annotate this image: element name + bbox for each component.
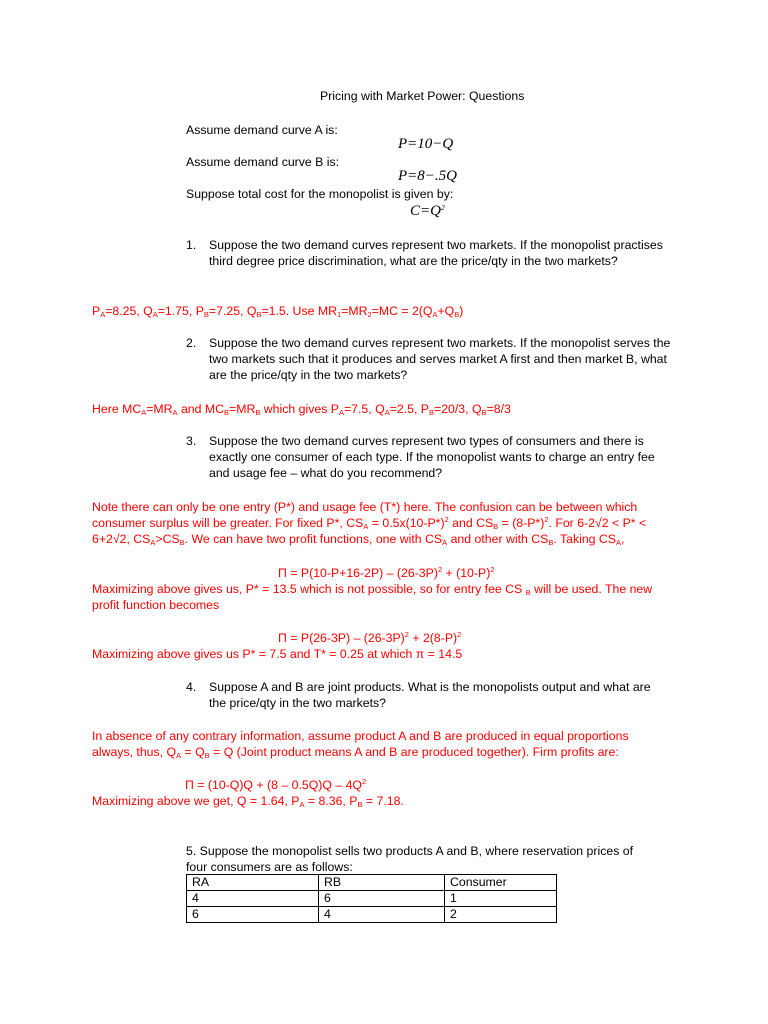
- answer-4-line-3: Maximizing above we get, Q = 1.64, $P_A = 8.36$, $P_B = 7.18$.: [92, 794, 404, 809]
- answer-3-equation-1: $\Pi = P(10-P+16-2P) - (26-3P)^2 + (10-P)^2$: [278, 565, 495, 580]
- answer-4-line-1: In absence of any contrary information, assume product A and B are produced in equal proportions: [92, 729, 629, 743]
- table-cell: 1: [445, 891, 557, 907]
- table-cell: 6: [319, 891, 445, 907]
- equation-cost: [410, 203, 445, 220]
- assume-demand-b: Assume demand curve B is:: [186, 155, 340, 169]
- cost-intro: Suppose total cost for the monopolist is given by:: [186, 187, 454, 201]
- answer-3-line-1: Note there can only be one entry (P*) and usage fee (T*) here. The confusion can be between which: [92, 500, 638, 514]
- equation-cost-exponent: 2: [440, 203, 445, 212]
- question-2-number: 2.: [186, 336, 197, 350]
- answer-3-line-6: Maximizing above gives us P* = 7.5 and T* = 0.25 at which π = 14.5: [92, 647, 463, 661]
- table-header-row: [187, 875, 557, 891]
- table-header-cell: RA: [187, 875, 319, 891]
- reservation-price-table: [186, 874, 557, 923]
- equation-demand-a: P=10−Q: [398, 136, 454, 152]
- question-3-text: Suppose the two demand curves represent two types of consumers and there is exactly one consumer of each type. If the monopolist wants to charge an entry fee and usage fee – what do you recommend?: [209, 434, 655, 480]
- page-title: Pricing with Market Power: Questions: [320, 89, 525, 103]
- answer-3-line-3: 6+2√2, $CS_A>CS_B$. We can have two profit functions, one with $CS_A$ and other with $CS_B$. Taking $CS_A$,: [92, 532, 625, 547]
- table-header-cell: Consumer: [445, 875, 557, 891]
- question-1-text: Suppose the two demand curves represent two markets. If the monopolist practises third degree price discrimination, what are the price/qty in the two markets?: [209, 238, 663, 268]
- answer-3-line-2: consumer surplus will be greater. For fixed P*, $CS_A = 0.5x(10-P*)^2$ and $CS_B = (8-P*)^2$. For 6-2√2 < P* <: [92, 515, 647, 531]
- question-2-text: Suppose the two demand curves represent two markets. If the monopolist serves the two markets such that it produces and serves market A first and then market B, what are the price/qty in the two markets?: [209, 336, 671, 382]
- table-cell: 4: [187, 891, 319, 907]
- question-4-number: 4.: [186, 680, 197, 694]
- answer-2: Here $MC_A=MR_A$ and $MC_B=MR_B$ which gives $P_A=7.5$, $Q_A=2.5$, $P_B=20/3$, $Q_B=8/3$: [92, 402, 511, 417]
- question-1-number: 1.: [186, 238, 197, 252]
- question-5-line-1: 5. Suppose the monopolist sells two products A and B, where reservation prices of: [186, 844, 634, 858]
- question-3-number: 3.: [186, 434, 197, 448]
- answer-3-line-4: Maximizing above gives us, P* = 13.5 which is not possible, so for entry fee CS $_B$ will be used. The new: [92, 582, 653, 597]
- answer-1: $P_A=8.25$, $Q_A=1.75$, $P_B=7.25$, $Q_B=1.5$. Use $MR_1=MR_2=MC = 2(Q_A+Q_B)$: [92, 304, 464, 319]
- table-row: [187, 891, 557, 907]
- answer-3-line-5: profit function becomes: [92, 598, 220, 612]
- table-cell: 6: [187, 907, 319, 923]
- table-row: [187, 907, 557, 923]
- answer-3-equation-2: $\Pi = P(26-3P) - (26-3P)^2 + 2(8-P)^2$: [278, 630, 462, 645]
- table-header-cell: RB: [319, 875, 445, 891]
- table-cell: 2: [445, 907, 557, 923]
- assume-demand-a: Assume demand curve A is:: [186, 123, 338, 137]
- answer-4-equation: $\Pi = (10-Q)Q + (8 - 0.5Q)Q - 4Q^2$: [185, 777, 367, 792]
- question-4-text: Suppose A and B are joint products. What is the monopolists output and what are the price/qty in the two markets?: [209, 680, 651, 710]
- equation-cost-base: C=Q: [410, 203, 441, 219]
- question-5-line-2: four consumers are as follows:: [186, 860, 353, 874]
- table-cell: 4: [319, 907, 445, 923]
- answer-4-line-2: always, thus, $Q_A = Q_B = Q$ (Joint product means A and B are produced together). Firm profits are:: [92, 745, 619, 760]
- equation-demand-b: P=8−.5Q: [398, 168, 457, 184]
